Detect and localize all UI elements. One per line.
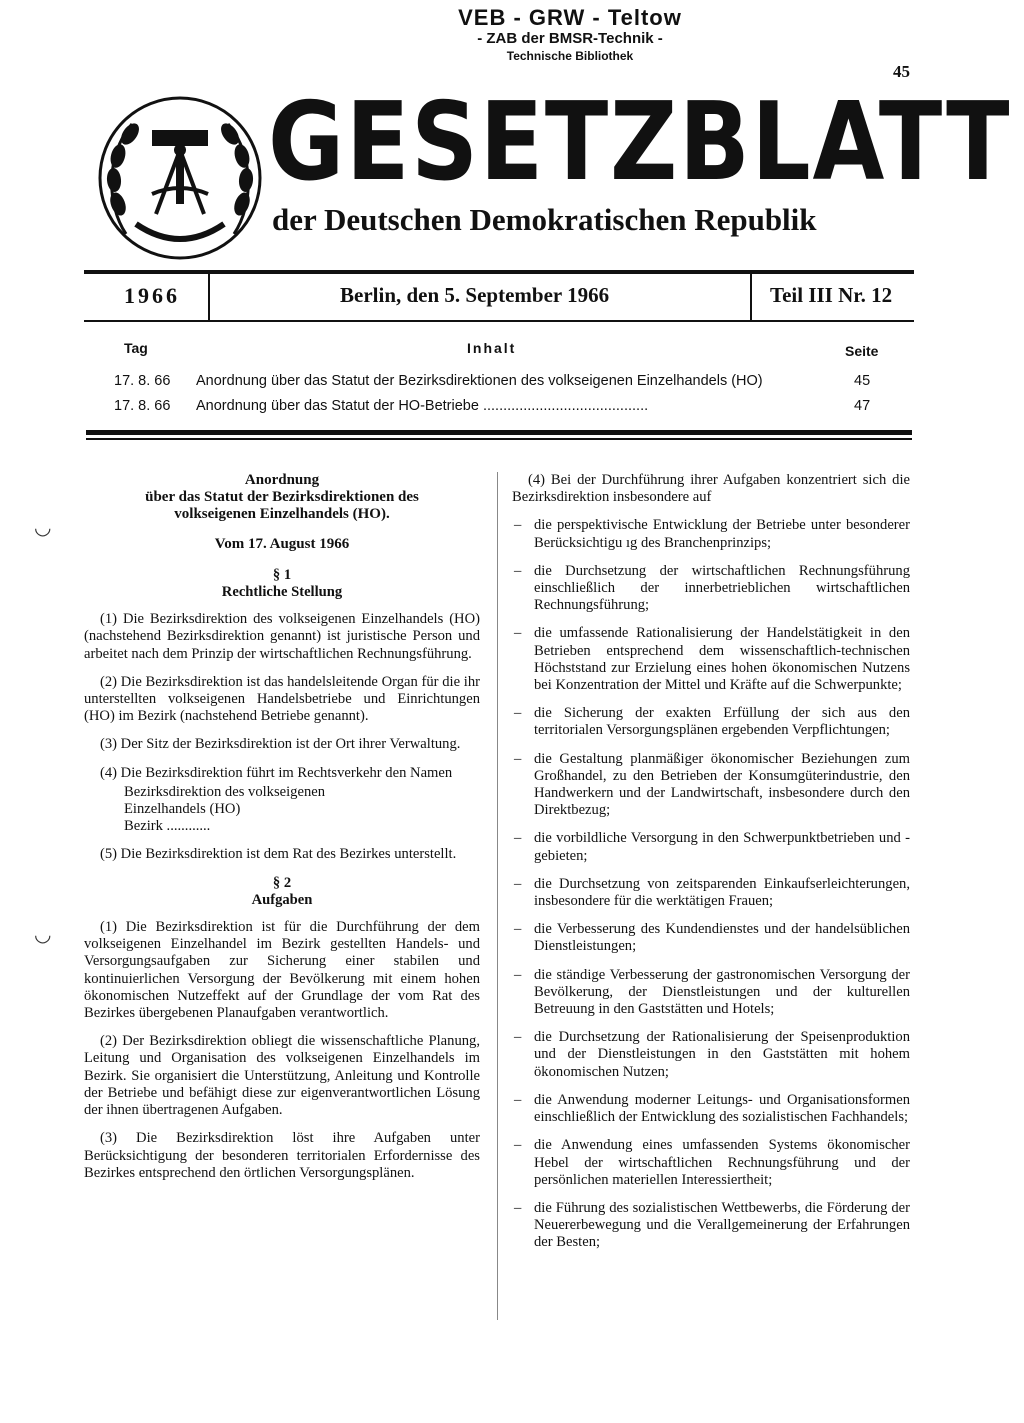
paragraph: (3) Der Sitz der Bezirksdirektion ist der Ort ihrer Verwaltung. [100, 736, 461, 753]
ordinance-heading: Anordnung [244, 472, 320, 488]
toc-col-day: Tag [124, 340, 148, 356]
toc-page: 45 [854, 373, 871, 389]
state-emblem-icon [96, 94, 264, 262]
list-item: – die perspektivische Entwicklung der Betriebe unter besonderer Berücksichtigu ıg des Branchenprinzips; [512, 517, 910, 551]
stamp-line-3: Technische Bibliothek [506, 49, 634, 63]
toc-col-page: Seite [845, 343, 879, 359]
list-item: – die Sicherung der exakten Erfüllung der sich aus den territorialen Versorgungsplänen ergebenden Verpflichtungen; [512, 705, 910, 739]
issue-year: 1966 [124, 283, 180, 308]
list-item: – die ständige Verbesserung der gastronomischen Versorgung der Bevölkerung, der Dienstleistungen und der kulturellen Betreuung in den Gaststätten und Hotels; [512, 967, 910, 1019]
gazette-subtitle: der Deutschen Demokratischen Republik [272, 202, 817, 237]
stamp-line-1: VEB - GRW - Teltow [458, 5, 682, 30]
issue-part-number: Teil III Nr. 12 [770, 283, 893, 307]
issue-place-date: Berlin, den 5. September 1966 [340, 283, 610, 307]
toc-date: 17. 8. 66 [114, 398, 171, 414]
header-rule-bottom [84, 320, 914, 322]
paragraph: (2) Die Bezirksdirektion ist das handelsleitende Organ für die ihr unterstellten volkseigenen Handelsbetriebe und Einrichtungen (HO) im Bezirk (nachstehend Betriebe genannt). [84, 673, 480, 725]
list-item: – die vorbildliche Versorgung in den Schwerpunktbetrieben und -gebieten; [512, 830, 910, 864]
library-stamp [440, 6, 700, 64]
margin-mark: ◡ [34, 517, 52, 539]
list-item: – die Verbesserung des Kundendienstes und der handelsüblichen Dienstleistungen; [512, 921, 910, 955]
list-item: – die Durchsetzung der Rationalisierung der Speisenproduktion und der Dienstleistungen in den Gaststätten mit hohem ökonomischen Nutzen; [512, 1029, 910, 1081]
official-name: Bezirksdirektion des volkseigenen [124, 783, 326, 800]
official-name: Bezirk ............ [124, 818, 211, 835]
gazette-title: GESETZBLATT [268, 80, 1012, 205]
toc-entry[interactable]: Anordnung über das Statut der Bezirksdirektionen des volkseigenen Einzelhandels (HO) [196, 373, 763, 389]
list-item: – die Durchsetzung von zeitsparenden Einkaufserleichterungen, insbesondere für die werktätigen Frauen; [512, 876, 910, 910]
section-title: Rechtliche Stellung [221, 584, 343, 601]
ordinance-date: Vom 17. August 1966 [214, 535, 350, 552]
toc-col-content: Inhalt [467, 340, 517, 356]
toc-page: 47 [854, 398, 871, 414]
section-number: § 2 [272, 874, 292, 891]
official-name: Einzelhandels (HO) [124, 801, 241, 818]
margin-mark: ◡ [34, 924, 52, 946]
column-divider [497, 472, 498, 1320]
header-divider [208, 272, 210, 320]
paragraph: (4) Die Bezirksdirektion führt im Rechtsverkehr den Namen [100, 764, 453, 781]
section-title: Aufgaben [251, 891, 313, 908]
list-item: – die Gestaltung planmäßiger ökonomischer Beziehungen zum Großhandel, zu den Betrieben der Konsumgüterindustrie, den Handwerkern und der Landwirtschaft, insbesondere durch den Direktbezug; [512, 751, 910, 820]
stamp-line-2: - ZAB der BMSR-Technik - [477, 30, 663, 47]
section-number: § 1 [272, 566, 292, 583]
toc-date: 17. 8. 66 [114, 373, 171, 389]
paragraph: (2) Der Bezirksdirektion obliegt die wissenschaftliche Planung, Leitung und Organisation des volkseigenen Einzelhandels im Bezirk. Sie organisiert die Unterstützung, Anleitung und Kontrolle der Betriebe und befähigt diese zur eigenverantwortlichen Lösung der ihnen übertragenen Aufgaben. [84, 1033, 480, 1119]
toc-entry[interactable]: Anordnung über das Statut der HO-Betriebe ......................................... [196, 398, 649, 414]
ordinance-heading: über das Statut der Bezirksdirektionen des [145, 489, 419, 506]
list-item: – die umfassende Rationalisierung der Handelstätigkeit in den Betrieben entsprechend dem wissenschaftlich-technischen Höchststand zur Erzielung eines hohen ökonomischen Nutzens bei Konzentration der Mittel und Kräfte auf die Schwerpunkte; [512, 625, 910, 694]
list-item: – die Anwendung moderner Leitungs- und Organisationsformen einschließlich der Entwicklung des sozialistischen Fachhandels; [512, 1092, 910, 1126]
ordinance-heading: volkseigenen Einzelhandels (HO). [174, 506, 390, 523]
toc-rule [86, 438, 912, 440]
header-divider [750, 272, 752, 320]
page-number: 45 [893, 62, 910, 81]
paragraph: (3) Die Bezirksdirektion löst ihre Aufgaben unter Berücksichtigung der besonderen territorialen Erfordernisse des Bezirkes entsprechend den örtlichen Versorgungsplänen. [84, 1130, 480, 1181]
paragraph: (1) Die Bezirksdirektion des volkseigenen Einzelhandels (HO) (nachstehend Bezirksdirektion genannt) ist juristische Person und arbeitet nach dem Prinzip der wirtschaftlichen Rechnungsführung. [84, 611, 480, 662]
right-column [512, 472, 910, 1263]
list-item: – die Führung des sozialistischen Wettbewerbs, die Förderung der Neuererbewegung und die Verallgemeinerung der Erfahrungen der Besten; [512, 1200, 910, 1252]
toc-rule [86, 430, 912, 435]
list-item: – die Durchsetzung der wirtschaftlichen Rechnungsführung einschließlich der innerbetrieblichen wirtschaftlichen Rechnungsführung; [512, 563, 910, 615]
left-column [84, 472, 480, 1193]
list-item: – die Anwendung eines umfassenden Systems ökonomischer Hebel der wirtschaftlichen Rechnungsführung und der persönlichen materiellen Interessiertheit; [512, 1137, 910, 1189]
paragraph: (5) Die Bezirksdirektion ist dem Rat des Bezirkes unterstellt. [100, 846, 457, 863]
paragraph: (1) Die Bezirksdirektion ist für die Durchführung der dem volkseigenen Einzelhandel im Bezirk gestellten Handels- und Versorgungsaufgaben zur Sicherung einer stabilen und kontinuierlichen Versorgung der Bevölkerung mit einem hohen ökonomischen Nutzeffekt auf der Grundlage der vom Rat des Bezirkes übergebenen Planaufgaben verantwortlich. [84, 919, 480, 1022]
paragraph: (4) Bei der Durchführung ihrer Aufgaben konzentriert sich die Bezirksdirektion insbesondere auf [512, 472, 910, 506]
